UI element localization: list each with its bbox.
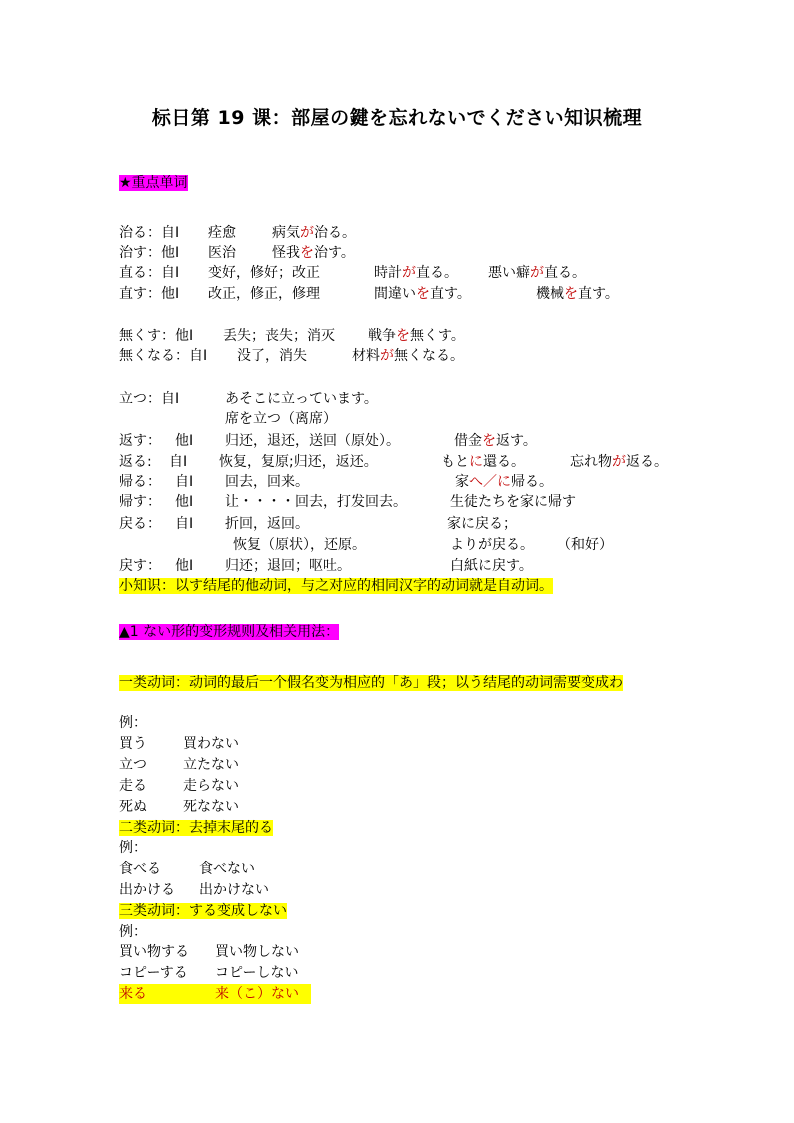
tip-note: 小知识：以す结尾的他动词，与之对应的相同汉字的动词就是自动词。 bbox=[119, 578, 553, 594]
section-header: ▲1 ない形的变形规则及相关用法： bbox=[119, 624, 340, 640]
vocab-section-header: ★重点单词 bbox=[119, 175, 188, 191]
kuru-conjugation: 来る 来（こ）ない bbox=[119, 984, 311, 1004]
example-label: 例： bbox=[119, 715, 147, 731]
example-label: 例： bbox=[119, 840, 147, 856]
group2-rule: 二类动词：去掉末尾的る bbox=[119, 820, 273, 836]
group1-rule: 一类动词：动词的最后一个假名变为相应的「あ」段；以う结尾的动词需要变成わ bbox=[119, 675, 623, 691]
page-title: 标日第 19 课：部屋の鍵を忘れないでください知识梳理 bbox=[151, 107, 643, 129]
group3-rule: 三类动词：する变成しない bbox=[119, 903, 287, 919]
example-label: 例： bbox=[119, 924, 147, 940]
